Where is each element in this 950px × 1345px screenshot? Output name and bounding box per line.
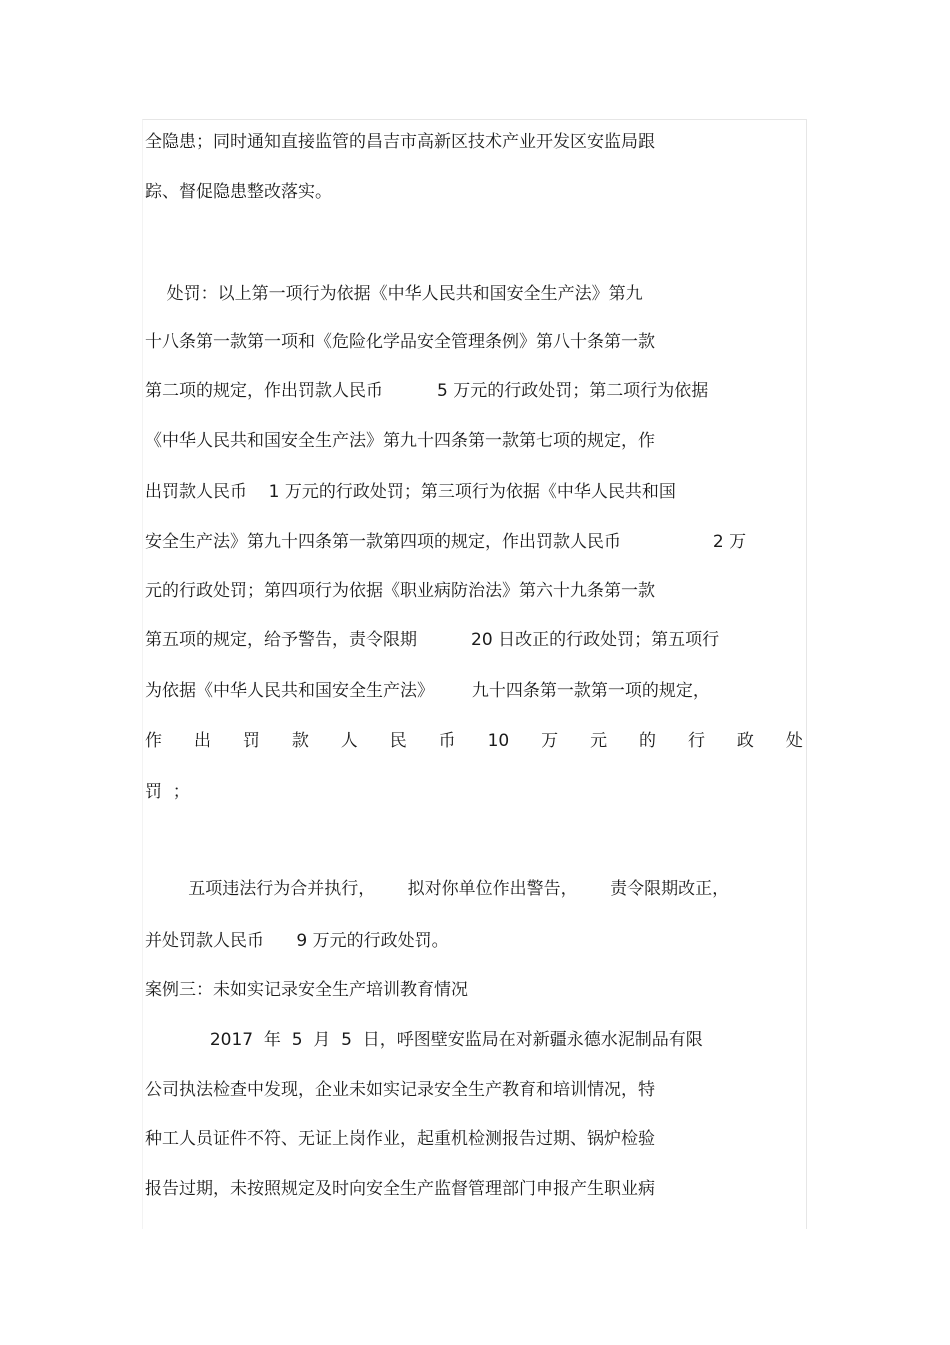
char: 处 — [785, 731, 803, 751]
text-line: 并处罚款人民币 9 万元的行政处罚。 — [145, 931, 449, 951]
char: 行 — [687, 731, 705, 751]
char: 人 — [340, 731, 358, 751]
text-line: 安全生产法》第九十四条第一款第四项的规定，作出罚款人民币 2 万 — [145, 532, 747, 552]
text-line: 公司执法检查中发现，企业未如实记录安全生产教育和培训情况，特 — [145, 1080, 655, 1100]
text-line: 《中华人民共和国安全生产法》第九十四条第一款第七项的规定，作 — [145, 431, 655, 451]
text-line: 出罚款人民币 1 万元的行政处罚；第三项行为依据《中华人民共和国 — [145, 482, 676, 502]
text-line: 第五项的规定，给予警告，责令限期 20 日改正的行政处罚；第五项行 — [145, 630, 720, 650]
char: 元 — [590, 731, 608, 751]
section-heading: 案例三：未如实记录安全生产培训教育情况 — [145, 980, 468, 1000]
text-line: 踪、督促隐患整改落实。 — [145, 182, 332, 202]
text-line: 为依据《中华人民共和国安全生产法》 九十四条第一款第一项的规定， — [145, 681, 710, 701]
text-line: 元的行政处罚；第四项行为依据《职业病防治法》第六十九条第一款 — [145, 581, 655, 601]
char: 万 — [541, 731, 559, 751]
text-line: 处罚：以上第一项行为依据《中华人民共和国安全生产法》第九 — [145, 284, 643, 304]
char: 的 — [639, 731, 657, 751]
char: 作 — [145, 731, 162, 751]
char: 10 — [487, 731, 510, 751]
char: 罚 — [242, 731, 260, 751]
text-line: 种工人员证件不符、无证上岗作业，起重机检测报告过期、锅炉检验 — [145, 1129, 655, 1149]
text-line: 十八条第一款第一项和《危险化学品安全管理条例》第八十条第一款 — [145, 332, 655, 352]
text-line: 五项违法行为合并执行， 拟对你单位作出警告， 责令限期改正， — [145, 879, 730, 899]
char: 民 — [389, 731, 407, 751]
char: 出 — [193, 731, 211, 751]
justified-line — [145, 729, 803, 753]
char: 政 — [736, 731, 754, 751]
char: 币 — [438, 731, 456, 751]
text-line: 罚 ； — [145, 782, 190, 802]
text-line: 全隐患；同时通知直接监管的昌吉市高新区技术产业开发区安监局跟 — [145, 132, 655, 152]
text-line: 报告过期，未按照规定及时向安全生产监督管理部门申报产生职业病 — [145, 1179, 655, 1199]
text-line: 2017 年 5 月 5 日，呼图壁安监局在对新疆永德水泥制品有限 — [145, 1030, 703, 1050]
char: 款 — [291, 731, 309, 751]
text-line: 第二项的规定，作出罚款人民币 5 万元的行政处罚；第二项行为依据 — [145, 381, 709, 401]
